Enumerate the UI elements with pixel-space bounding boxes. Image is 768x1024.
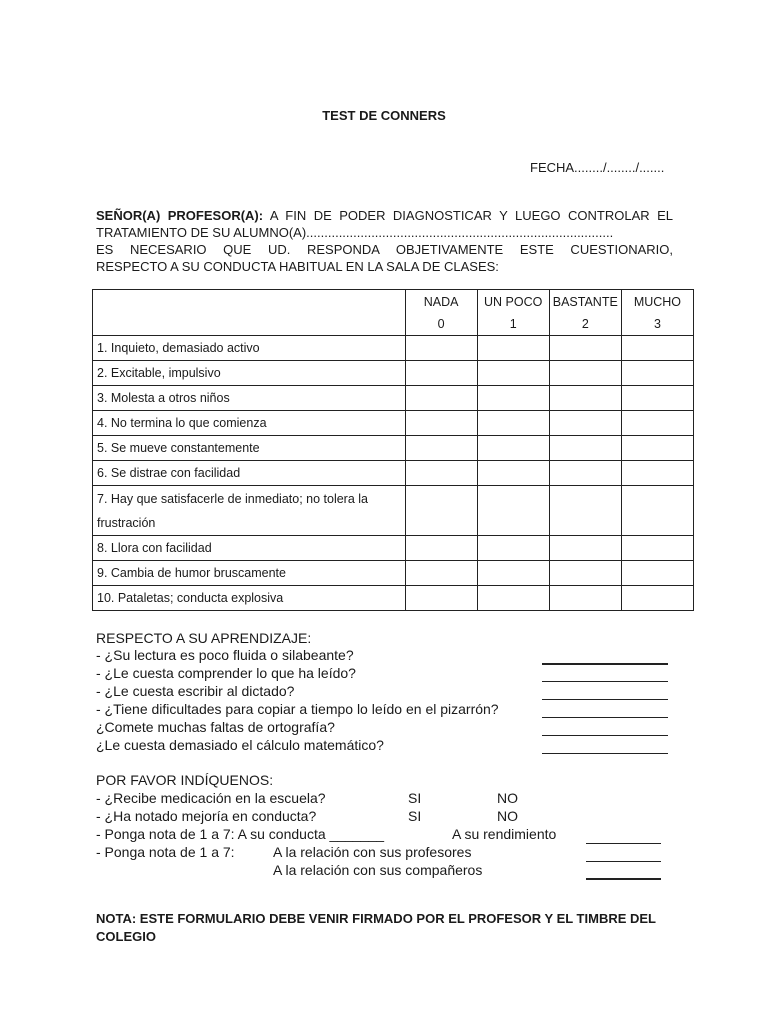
answer-cell[interactable]	[621, 486, 693, 536]
companeros-blank[interactable]	[586, 877, 661, 880]
table-row	[93, 361, 694, 386]
table-row	[93, 411, 694, 436]
answer-cell[interactable]	[621, 436, 693, 461]
document-title: TEST DE CONNERS	[322, 108, 446, 123]
answer-cell[interactable]	[549, 411, 621, 436]
nota-relacion-line: - Ponga nota de 1 a 7:	[96, 844, 235, 860]
answer-blank[interactable]	[542, 680, 668, 682]
answer-cell[interactable]	[621, 536, 693, 561]
item-label: 2. Excitable, impulsivo	[93, 361, 406, 386]
rendimiento-blank[interactable]	[586, 842, 661, 844]
intro-line-4: RESPECTO A SU CONDUCTA HABITUAL EN LA SALA DE CLASES:	[96, 259, 499, 274]
table-row	[93, 436, 694, 461]
answer-cell[interactable]	[549, 361, 621, 386]
profesores-blank[interactable]	[586, 860, 661, 862]
column-value: 2	[581, 316, 589, 331]
answer-cell[interactable]	[477, 386, 549, 411]
answer-cell[interactable]	[477, 436, 549, 461]
aprendizaje-question: - ¿Le cuesta comprender lo que ha leído?	[96, 665, 356, 681]
no-option[interactable]: NO	[497, 808, 518, 824]
answer-cell[interactable]	[477, 336, 549, 361]
aprendizaje-question: ¿Comete muchas faltas de ortografía?	[96, 719, 335, 735]
column-label: NADA	[423, 294, 459, 309]
answer-cell[interactable]	[405, 536, 477, 561]
answer-cell[interactable]	[405, 461, 477, 486]
si-option[interactable]: SI	[408, 808, 422, 824]
answer-cell[interactable]	[405, 561, 477, 586]
answer-cell[interactable]	[621, 336, 693, 361]
answer-cell[interactable]	[405, 486, 477, 536]
table-row	[93, 461, 694, 486]
indiquenos-title: POR FAVOR INDÍQUENOS:	[96, 772, 274, 788]
answer-cell[interactable]	[549, 561, 621, 586]
answer-blank[interactable]	[542, 698, 668, 700]
intro-line-1	[96, 207, 673, 224]
medicacion-question: - ¿Recibe medicación en la escuela?	[96, 790, 326, 806]
item-label: 8. Llora con facilidad	[93, 536, 406, 561]
column-header-bastante	[549, 290, 621, 336]
intro-line-2: TRATAMIENTO DE SU ALUMNO(A).....................................................................................	[96, 225, 614, 240]
conners-table	[92, 289, 694, 611]
answer-cell[interactable]	[477, 586, 549, 611]
answer-cell[interactable]	[621, 461, 693, 486]
answer-blank[interactable]	[542, 734, 668, 736]
answer-cell[interactable]	[405, 386, 477, 411]
aprendizaje-question: - ¿Le cuesta escribir al dictado?	[96, 683, 295, 699]
answer-cell[interactable]	[621, 586, 693, 611]
column-label: MUCHO	[633, 294, 682, 309]
item-label: 1. Inquieto, demasiado activo	[93, 336, 406, 361]
companeros-label: A la relación con sus compañeros	[273, 862, 483, 878]
item-label: 10. Pataletas; conducta explosiva	[93, 586, 406, 611]
answer-cell[interactable]	[477, 411, 549, 436]
answer-cell[interactable]	[549, 336, 621, 361]
column-header-mucho	[621, 290, 693, 336]
column-value: 1	[509, 316, 517, 331]
answer-cell[interactable]	[477, 561, 549, 586]
item-label: 9. Cambia de humor bruscamente	[93, 561, 406, 586]
item-label: 3. Molesta a otros niños	[93, 386, 406, 411]
nota-conducta-line: - Ponga nota de 1 a 7: A su conducta _______	[96, 826, 385, 842]
answer-cell[interactable]	[549, 536, 621, 561]
answer-cell[interactable]	[549, 586, 621, 611]
answer-blank[interactable]	[542, 716, 668, 718]
answer-blank[interactable]	[542, 662, 668, 665]
answer-cell[interactable]	[405, 411, 477, 436]
answer-cell[interactable]	[621, 561, 693, 586]
table-row	[93, 586, 694, 611]
mejoria-question: - ¿Ha notado mejoría en conducta?	[96, 808, 317, 824]
answer-cell[interactable]	[549, 486, 621, 536]
column-label: BASTANTE	[552, 294, 618, 309]
date-field: FECHA......../......../.......	[530, 160, 665, 175]
table-row	[93, 561, 694, 586]
answer-cell[interactable]	[477, 361, 549, 386]
footer-note: NOTA: ESTE FORMULARIO DEBE VENIR FIRMADO POR EL PROFESOR Y EL TIMBRE DEL COLEGIO	[96, 911, 656, 944]
table-row	[93, 336, 694, 361]
intro-paragraph	[96, 207, 673, 275]
item-label: 4. No termina lo que comienza	[93, 411, 406, 436]
answer-cell[interactable]	[549, 386, 621, 411]
no-option[interactable]: NO	[497, 790, 518, 806]
item-label: 7. Hay que satisfacerle de inmediato; no tolera la frustración	[93, 486, 406, 536]
intro-salutation: SEÑOR(A) PROFESOR(A):	[96, 208, 264, 223]
answer-cell[interactable]	[405, 586, 477, 611]
item-label: 5. Se mueve constantemente	[93, 436, 406, 461]
table-header-row	[93, 290, 694, 336]
aprendizaje-question: - ¿Tiene dificultades para copiar a tiempo lo leído en el pizarrón?	[96, 701, 499, 717]
answer-cell[interactable]	[621, 361, 693, 386]
answer-cell[interactable]	[477, 536, 549, 561]
answer-cell[interactable]	[405, 336, 477, 361]
column-value: 3	[653, 316, 661, 331]
column-label: UN POCO	[484, 294, 543, 309]
answer-cell[interactable]	[621, 411, 693, 436]
table-header-empty	[93, 290, 406, 336]
answer-cell[interactable]	[405, 361, 477, 386]
profesores-label: A la relación con sus profesores	[273, 844, 472, 860]
rendimiento-label: A su rendimiento	[452, 826, 557, 842]
column-header-nada	[405, 290, 477, 336]
answer-cell[interactable]	[549, 436, 621, 461]
table-row	[93, 386, 694, 411]
item-label: 6. Se distrae con facilidad	[93, 461, 406, 486]
table-row	[93, 486, 694, 536]
si-option[interactable]: SI	[408, 790, 422, 806]
intro-line-3: ES NECESARIO QUE UD. RESPONDA OBJETIVAMENTE ESTE CUESTIONARIO,	[96, 242, 673, 257]
aprendizaje-question: - ¿Su lectura es poco fluida o silabeante?	[96, 647, 354, 663]
answer-blank[interactable]	[542, 752, 668, 754]
aprendizaje-title: RESPECTO A SU APRENDIZAJE:	[96, 630, 312, 646]
aprendizaje-question: ¿Le cuesta demasiado el cálculo matemático?	[96, 737, 384, 753]
answer-cell[interactable]	[477, 486, 549, 536]
column-value: 0	[437, 316, 445, 331]
answer-cell[interactable]	[405, 436, 477, 461]
answer-cell[interactable]	[549, 461, 621, 486]
answer-cell[interactable]	[477, 461, 549, 486]
answer-cell[interactable]	[621, 386, 693, 411]
table-row	[93, 536, 694, 561]
column-header-un-poco	[477, 290, 549, 336]
intro-line-1-text: A FIN DE PODER DIAGNOSTICAR Y LUEGO CONTROLAR EL	[263, 208, 674, 223]
